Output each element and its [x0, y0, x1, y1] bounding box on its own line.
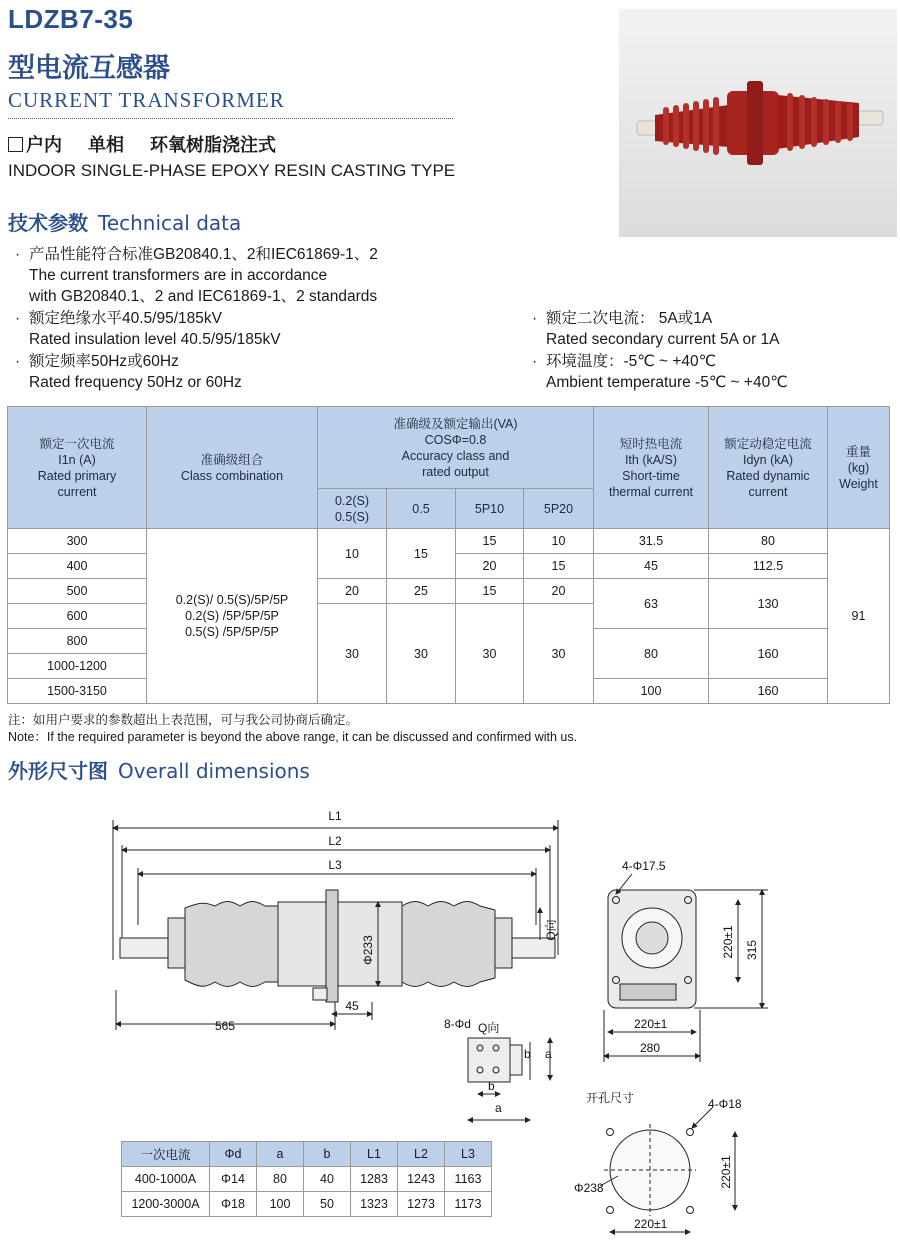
header-line: 额定一次电流	[39, 436, 115, 451]
table-cell: 30	[318, 604, 387, 704]
bullet-text: 环境温度：-5℃ ~ +40℃	[546, 353, 717, 370]
table-cell: 112.5	[709, 554, 828, 579]
dim-cell: 1283	[351, 1167, 398, 1192]
subheader-5p10: 5P10	[456, 489, 524, 529]
dim-cell: 1273	[398, 1192, 445, 1217]
table-cell: 500	[8, 579, 147, 604]
dim-cell: 1163	[445, 1167, 492, 1192]
bullet-text: 额定二次电流： 5A或1A	[546, 310, 713, 327]
table-cell: 20	[318, 579, 387, 604]
product-photo	[619, 9, 897, 237]
header-line: current	[748, 484, 788, 499]
dim-header: L2	[398, 1142, 445, 1167]
dim-header: a	[257, 1142, 304, 1167]
header-primary-current	[8, 407, 147, 529]
dimensions-heading-en: Overall dimensions	[118, 759, 310, 783]
dim-cell: 100	[257, 1192, 304, 1217]
dimensions-heading-cn: 外形尺寸图	[8, 759, 108, 783]
bullet-text: 额定绝缘水平40.5/95/185kV	[29, 310, 222, 327]
header-line: current	[57, 484, 97, 499]
dim-header: 一次电流	[122, 1142, 210, 1167]
label-q-view: Q向	[478, 1021, 500, 1035]
label-d233: Φ233	[361, 935, 375, 965]
bullet-dot-icon: ·	[532, 310, 538, 327]
dim-header: L3	[445, 1142, 492, 1167]
label-h315: 315	[745, 939, 759, 961]
table-cell: 30	[524, 604, 594, 704]
label-w220: 220±1	[634, 1017, 668, 1031]
bullet-text: 额定频率50Hz或60Hz	[29, 353, 179, 370]
technical-heading-cn: 技术参数	[8, 211, 88, 235]
header-line: COSΦ=0.8	[424, 432, 487, 447]
table-cell: 600	[8, 604, 147, 629]
class-line: 0.2(S)/ 0.5(S)/5P/5P	[175, 593, 289, 607]
side-view	[113, 820, 558, 1030]
note-cn: 注：如用户要求的参数超出上表范围，可与我公司协商后确定。	[8, 713, 359, 727]
table-cell: 63	[594, 579, 709, 629]
header-class-combination	[147, 407, 318, 529]
technical-heading	[8, 207, 241, 236]
dim-cell: 1323	[351, 1192, 398, 1217]
label-holes-4b: 4-Φ18	[708, 1097, 742, 1111]
label-w280: 280	[640, 1041, 661, 1055]
dim-header: b	[304, 1142, 351, 1167]
table-cell: 10	[318, 529, 387, 579]
bullet-text: Rated secondary current 5A or 1A	[546, 331, 780, 348]
header-line: 短时热电流	[619, 436, 683, 451]
dimensions-heading	[8, 755, 310, 784]
header-line: 准确级及额定输出(VA)	[393, 416, 518, 431]
table-cell: 800	[8, 629, 147, 654]
bullet-text: 产品性能符合标准GB20840.1、2和IEC61869-1、2	[29, 246, 378, 263]
subheader-5p20: 5P20	[524, 489, 594, 529]
dim-cell: 50	[304, 1192, 351, 1217]
header-line: 准确级组合	[200, 452, 264, 467]
dim-cell: 1243	[398, 1167, 445, 1192]
header-line: Rated primary	[37, 468, 117, 483]
bullet-insulation	[15, 308, 281, 350]
label-h220: 220±1	[721, 925, 735, 959]
header-line: 0.5(S)	[334, 509, 370, 524]
header-line: Weight	[839, 476, 878, 491]
header-line: Class combination	[180, 468, 284, 483]
table-cell: 30	[387, 604, 456, 704]
table-cell: 400	[8, 554, 147, 579]
table-cell: 15	[387, 529, 456, 579]
bullet-dot-icon: ·	[15, 353, 21, 370]
label-b-vert: b	[524, 1047, 531, 1061]
bullet-text: Ambient temperature -5℃ ~ +40℃	[546, 374, 788, 391]
label-cutout: 开孔尺寸	[586, 1091, 635, 1105]
header-line: 0.2(S)	[334, 493, 370, 508]
table-cell: 45	[594, 554, 709, 579]
header-accuracy	[318, 407, 594, 489]
dim-cell: 40	[304, 1167, 351, 1192]
table-cell: 15	[524, 554, 594, 579]
table-cell: 1500-3150	[8, 679, 147, 704]
header-line: 重量	[845, 444, 871, 459]
title-divider	[8, 118, 453, 119]
bullet-dot-icon: ·	[532, 353, 538, 370]
label-45: 45	[345, 999, 359, 1013]
spec-table	[7, 406, 890, 704]
table-cell: 80	[709, 529, 828, 554]
bullet-ambient	[532, 351, 788, 393]
model-number: LDZB7-35	[8, 4, 134, 34]
subheader-05: 0.5	[387, 489, 456, 529]
bullet-secondary	[532, 308, 780, 350]
cutout-view	[600, 1108, 735, 1232]
cn-sub-indoor: 户内	[26, 135, 62, 156]
weight-cell: 91	[828, 529, 890, 704]
label-a: a	[495, 1101, 502, 1115]
cn-sub-single: 单相	[88, 135, 124, 156]
dim-cell: 1200-3000A	[122, 1192, 210, 1217]
label-holes-4: 4-Φ17.5	[622, 859, 666, 873]
table-cell: 15	[456, 529, 524, 554]
dimension-table	[121, 1141, 492, 1217]
front-view	[604, 874, 768, 1062]
cn-title: 型电流互感器	[8, 53, 170, 84]
table-cell: 160	[709, 629, 828, 679]
label-565: 565	[214, 1019, 236, 1033]
bullet-dot-icon: ·	[15, 246, 21, 263]
header-line: Ith (kA/S)	[624, 452, 678, 467]
header-line: (kg)	[847, 460, 870, 475]
bullet-text: The current transformers are in accordance	[29, 267, 328, 284]
label-ch220: 220±1	[719, 1155, 733, 1189]
en-title: CURRENT TRANSFORMER	[8, 88, 285, 112]
bullet-text: Rated frequency 50Hz or 60Hz	[29, 374, 242, 391]
note-en: Note：If the required parameter is beyond the above range, it can be discussed and confirmed with us.	[8, 730, 578, 744]
header-line: 额定动稳定电流	[724, 436, 812, 451]
header-short-time-current	[594, 407, 709, 529]
cn-sub-epoxy: 环氧树脂浇注式	[150, 135, 276, 156]
table-cell: 31.5	[594, 529, 709, 554]
dim-header: L1	[351, 1142, 398, 1167]
checkbox-icon	[8, 137, 23, 152]
header-line: Rated dynamic	[726, 468, 810, 483]
table-cell: 100	[594, 679, 709, 704]
class-combination-cell	[147, 529, 318, 704]
bullet-text: Rated insulation level 40.5/95/185kV	[29, 331, 281, 348]
bullet-text: with GB20840.1、2 and IEC61869-1、2 standards	[29, 288, 378, 305]
table-cell: 160	[709, 679, 828, 704]
label-q: Q向	[544, 919, 558, 941]
label-b: b	[488, 1079, 495, 1093]
dim-cell: 400-1000A	[122, 1167, 210, 1192]
subheader-02s-05s	[318, 489, 387, 529]
table-cell: 30	[456, 604, 524, 704]
dim-cell: 1173	[445, 1192, 492, 1217]
table-cell: 10	[524, 529, 594, 554]
label-holes-8: 8-Φd	[444, 1017, 471, 1031]
cn-subtitle	[8, 131, 276, 157]
class-line: 0.2(S) /5P/5P/5P	[185, 609, 279, 623]
technical-heading-en: Technical data	[98, 211, 242, 235]
header-dynamic-current	[709, 407, 828, 529]
header-line: thermal current	[608, 484, 694, 499]
label-l1: L1	[328, 809, 342, 823]
table-cell: 80	[594, 629, 709, 679]
dim-cell: Φ18	[210, 1192, 257, 1217]
transformer-image	[619, 9, 897, 237]
bullet-dot-icon: ·	[15, 310, 21, 327]
en-subtitle: INDOOR SINGLE-PHASE EPOXY RESIN CASTING TYPE	[8, 161, 456, 180]
table-cell: 25	[387, 579, 456, 604]
label-d238: Φ238	[574, 1181, 604, 1195]
table-cell: 20	[524, 579, 594, 604]
header-line: rated output	[422, 464, 489, 479]
header-line: Idyn (kA)	[742, 452, 793, 467]
header-weight	[828, 407, 890, 529]
label-a-vert: a	[545, 1047, 552, 1061]
dim-cell: Φ14	[210, 1167, 257, 1192]
label-cw220: 220±1	[634, 1217, 668, 1231]
bullet-standard	[15, 244, 378, 307]
table-cell: 20	[456, 554, 524, 579]
q-view	[468, 1038, 550, 1120]
table-cell: 300	[8, 529, 147, 554]
dim-header: Φd	[210, 1142, 257, 1167]
class-line: 0.5(S) /5P/5P/5P	[185, 625, 279, 639]
header-line: I1n (A)	[58, 452, 96, 467]
dim-cell: 80	[257, 1167, 304, 1192]
header-line: Accuracy class and	[401, 448, 510, 463]
table-cell: 130	[709, 579, 828, 629]
header-line: Short-time	[622, 468, 680, 483]
bullet-frequency	[15, 351, 242, 393]
table-cell: 15	[456, 579, 524, 604]
table-cell: 1000-1200	[8, 654, 147, 679]
label-l2: L2	[328, 834, 342, 848]
label-l3: L3	[328, 858, 342, 872]
